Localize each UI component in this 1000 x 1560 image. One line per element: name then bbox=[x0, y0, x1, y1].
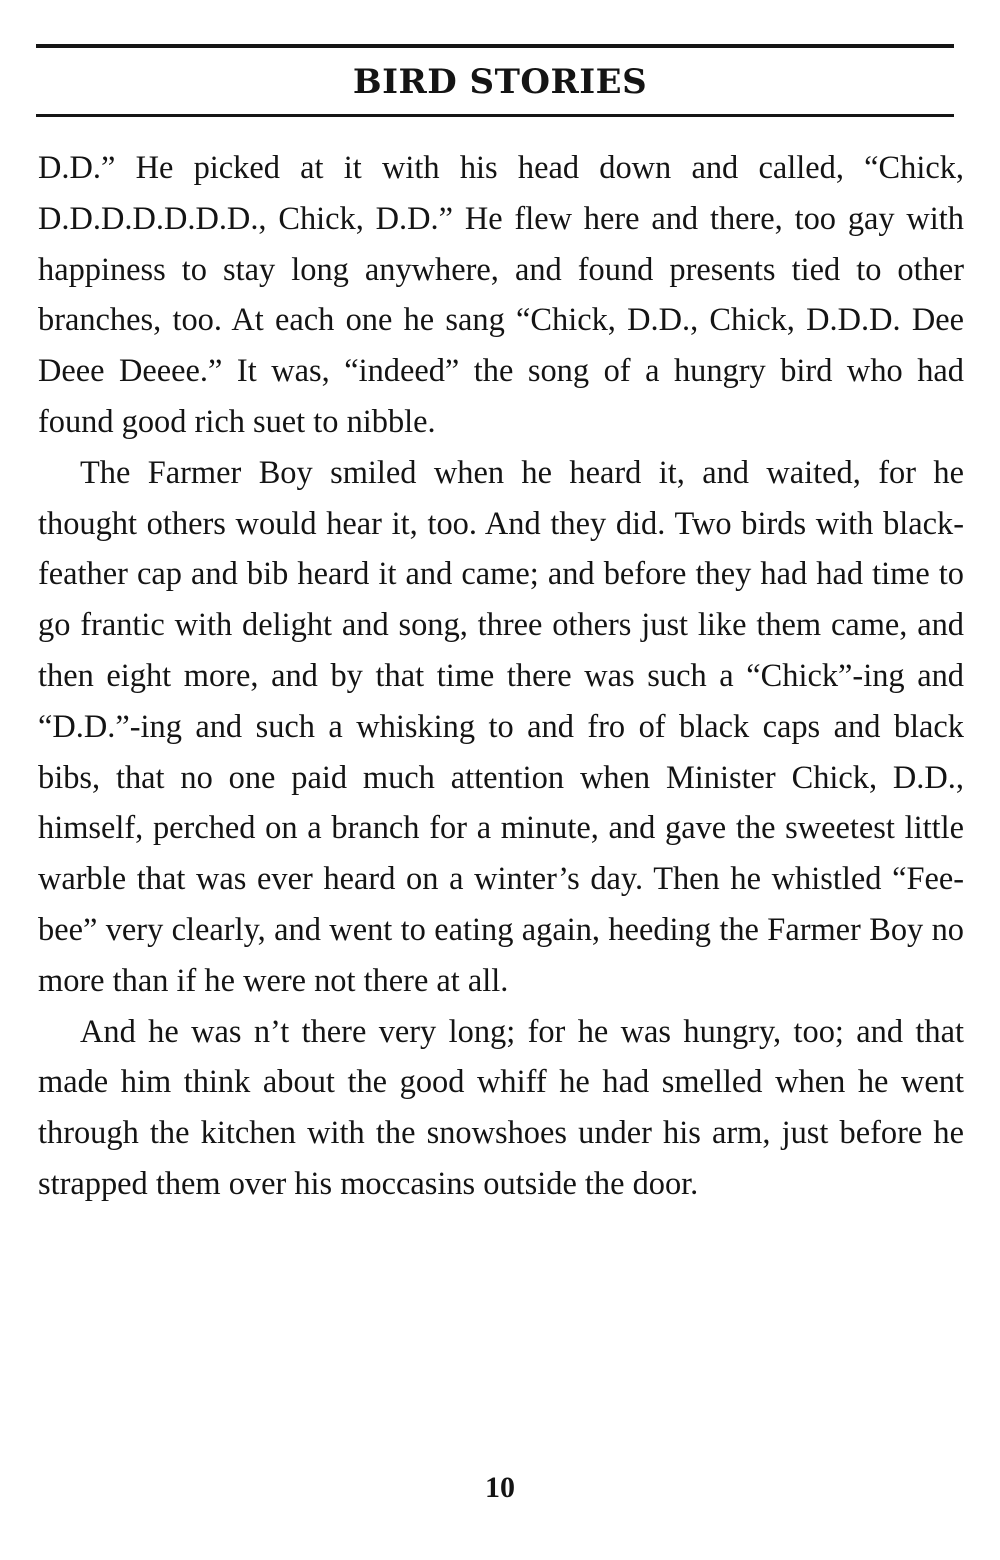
paragraph-continued: D.D.” He picked at it with his head down and called, “Chick, D.D.D.D.D.D.D., Chick, D.D.” He flew here and there, too gay with happiness to stay long anywhere, and found presents tied to other branches, too. At each one he sang “Chick, D.D., Chick, D.D.D. Dee Deee Deeee.” It was, “indeed” the song of a hungry bird who had found good rich suet to nibble. bbox=[38, 150, 964, 440]
page-number: 10 bbox=[485, 1471, 515, 1504]
paragraph-hungry: And he was n’t there very long; for he was hungry, too; and that made him think about the good whiff he had smelled when he went through the kitchen with the snowshoes under his arm, just before he strapped them over his moccasins outside the door. bbox=[38, 1013, 964, 1202]
paragraph-farmer-boy: The Farmer Boy smiled when he heard it, and waited, for he thought others would hear it, too. And they did. Two birds with black-feather cap and bib heard it and came; and before they had had time to go frantic with delight and song, three others just like them came, and then eight more, and by that time there was such a “Chick”-ing and “D.D.”-ing and such a whisking to and fro of black caps and black bibs, that no one paid much attention when Minister Chick, D.D., himself, perched on a branch for a minute, and gave the sweetest little warble that was ever heard on a winter’s day. Then he whistled “Fee-bee” very clearly, and went to eating again, heeding the Farmer Boy no more than if he were not there at all. bbox=[38, 454, 964, 999]
header-top-rule bbox=[36, 44, 954, 48]
body-text bbox=[38, 143, 964, 1210]
running-head: BIRD STORIES bbox=[352, 62, 648, 102]
header-bottom-rule bbox=[36, 114, 954, 117]
